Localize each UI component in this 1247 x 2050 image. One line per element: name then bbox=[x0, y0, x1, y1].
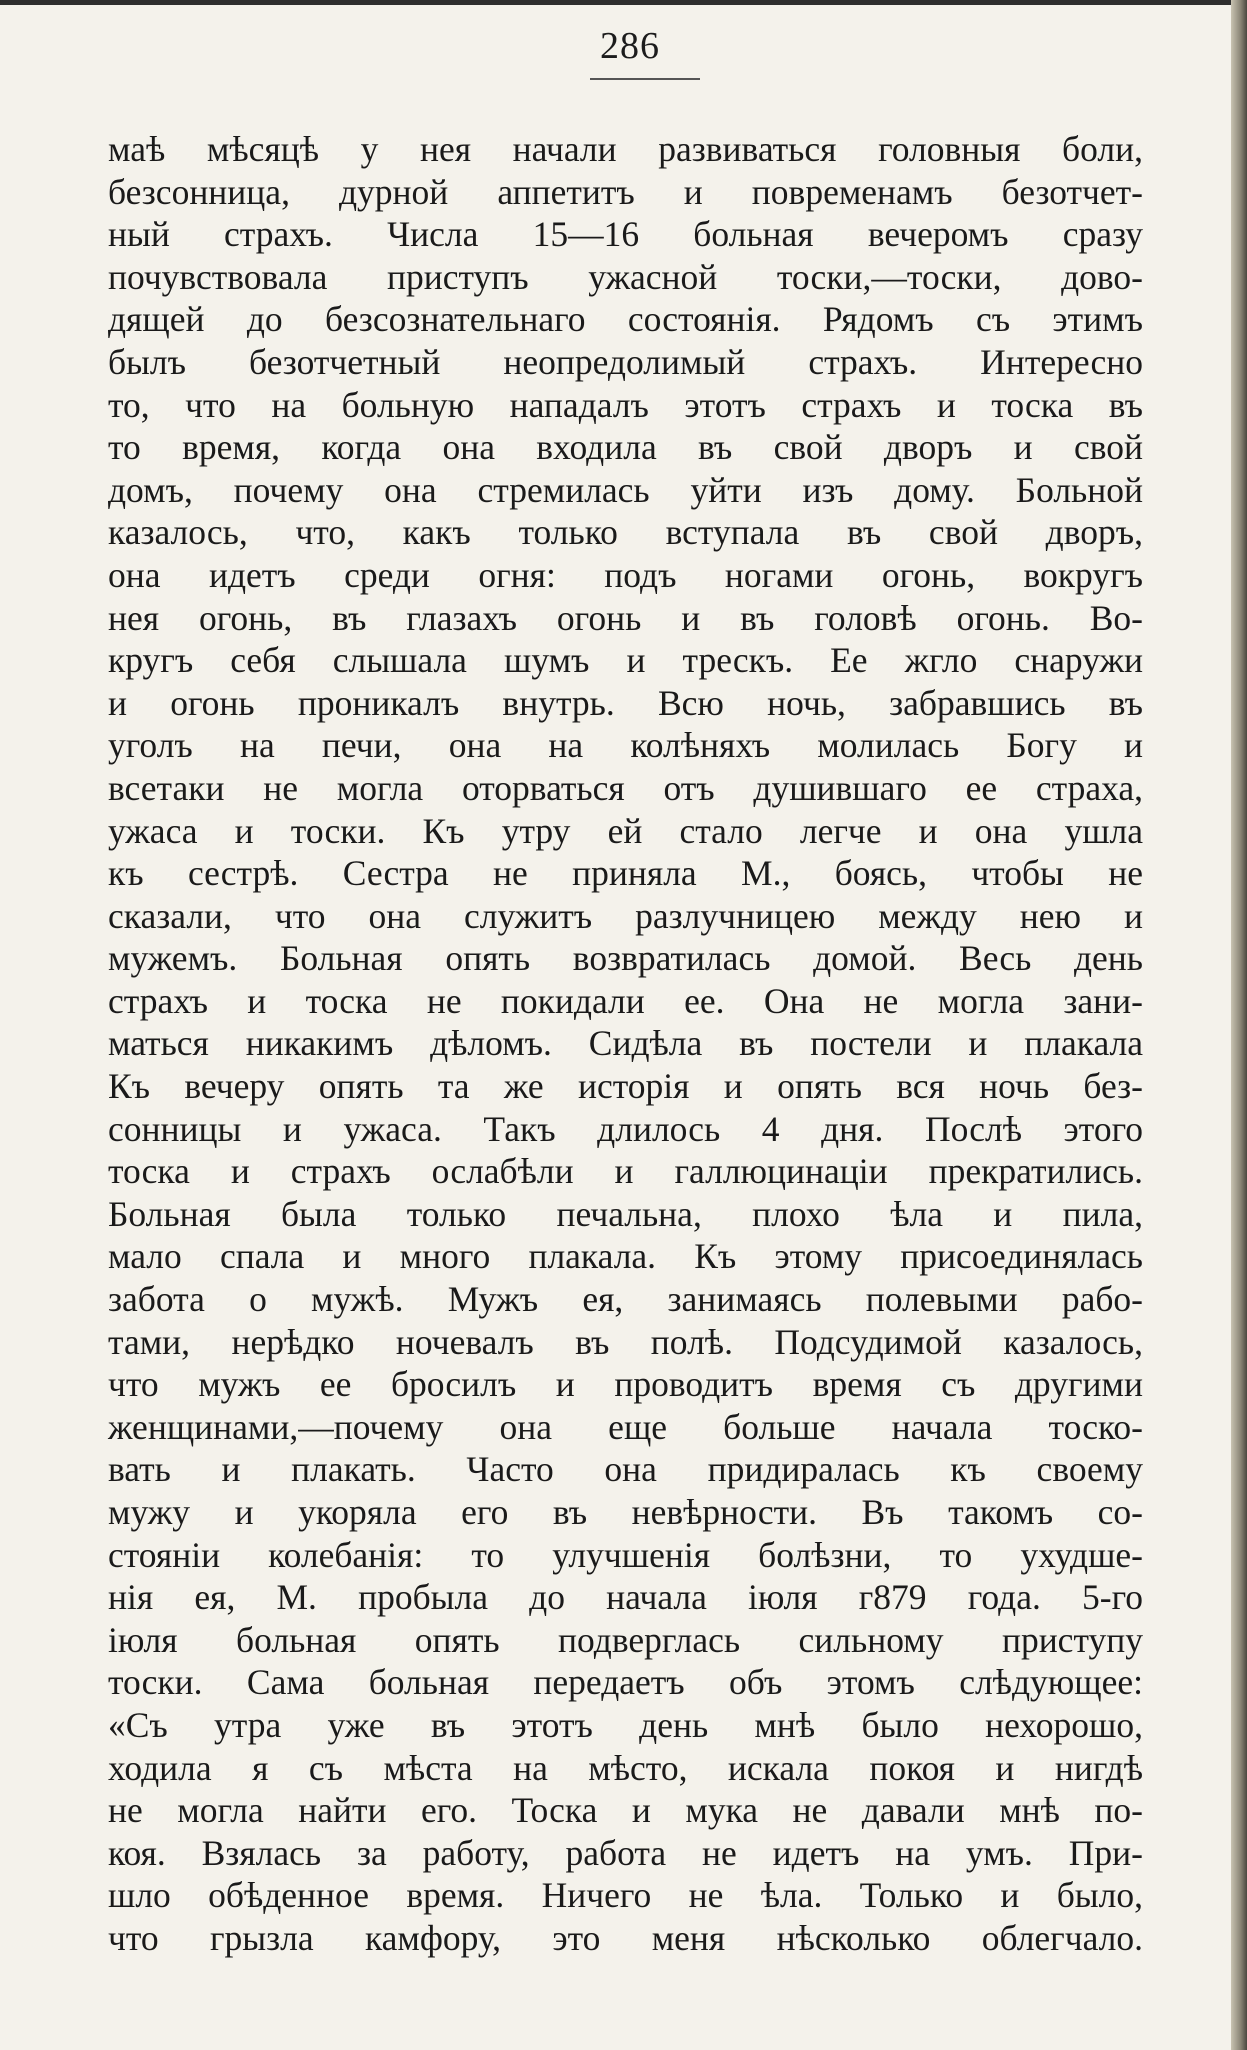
text-line: всетаки не могла оторваться отъ душившаго ее страха, bbox=[108, 767, 1143, 808]
text-line: сонницы и ужаса. Такъ длилось 4 дня. Послѣ этого bbox=[108, 1108, 1143, 1149]
page-top-edge bbox=[0, 0, 1247, 5]
text-line: ный страхъ. Числа 15—16 больная вечеромъ сразу bbox=[108, 214, 1143, 255]
text-line: то, что на больную нападалъ этотъ страхъ и тоска въ bbox=[108, 384, 1143, 425]
text-line: что мужъ ее бросилъ и проводитъ время съ другими bbox=[108, 1364, 1143, 1405]
text-line: нія ея, М. пробыла до начала іюля г879 года. 5-го bbox=[108, 1577, 1143, 1618]
page-right-edge bbox=[1231, 0, 1247, 2050]
text-line: забота о мужѣ. Мужъ ея, занимаясь полевыми рабо- bbox=[108, 1279, 1143, 1320]
text-line: стояніи колебанія: то улучшенія болѣзни, то ухудше- bbox=[108, 1534, 1143, 1575]
text-line: сказали, что она служитъ разлучницею между нею и bbox=[108, 895, 1143, 936]
text-line: дящей до безсознательнаго состоянія. Рядомъ съ этимъ bbox=[108, 299, 1143, 340]
text-line: женщинами,—почему она еще больше начала тоско- bbox=[108, 1406, 1143, 1447]
text-line: безсонница, дурной аппетитъ и повременамъ безотчет- bbox=[108, 171, 1143, 212]
text-line: былъ безотчетный неопредолимый страхъ. Интересно bbox=[108, 341, 1143, 382]
text-line: страхъ и тоска не покидали ее. Она не могла зани- bbox=[108, 980, 1143, 1021]
text-line: коя. Взялась за работу, работа не идетъ на умъ. При- bbox=[108, 1832, 1143, 1873]
text-line: вать и плакать. Часто она придиралась къ своему bbox=[108, 1449, 1143, 1490]
text-line: она идетъ среди огня: подъ ногами огонь, вокругъ bbox=[108, 554, 1143, 595]
text-line: мало спала и много плакала. Къ этому присоединялась bbox=[108, 1236, 1143, 1277]
body-text bbox=[108, 128, 1143, 1960]
text-line: маться никакимъ дѣломъ. Сидѣла въ постели и плакала bbox=[108, 1023, 1143, 1064]
text-line: Больная была только печальна, плохо ѣла и пила, bbox=[108, 1193, 1143, 1234]
text-line: маѣ мѣсяцѣ у нея начали развиваться головныя боли, bbox=[108, 129, 1143, 169]
text-line: почувствовала приступъ ужасной тоски,—тоски, дово- bbox=[108, 256, 1143, 297]
text-line: Къ вечеру опять та же исторія и опять вся ночь без- bbox=[108, 1066, 1143, 1107]
text-line: ужаса и тоски. Къ утру ей стало легче и она ушла bbox=[108, 810, 1143, 851]
text-line: «Съ утра уже въ этотъ день мнѣ было нехорошо, bbox=[108, 1704, 1143, 1745]
page-number-rule bbox=[590, 78, 700, 80]
text-line: мужемъ. Больная опять возвратилась домой. Весь день bbox=[108, 938, 1143, 979]
text-line: тами, нерѣдко ночевалъ въ полѣ. Подсудимой казалось, bbox=[108, 1321, 1143, 1362]
text-line: казалось, что, какъ только вступала въ свой дворъ, bbox=[108, 512, 1143, 553]
text-line: домъ, почему она стремилась уйти изъ дому. Больной bbox=[108, 469, 1143, 510]
text-line: нея огонь, въ глазахъ огонь и въ головѣ огонь. Во- bbox=[108, 597, 1143, 638]
text-line: ходила я съ мѣста на мѣсто, искала покоя и нигдѣ bbox=[108, 1747, 1143, 1788]
text-line: мужу и укоряла его въ невѣрности. Въ такомъ со- bbox=[108, 1492, 1143, 1532]
text-line: шло обѣденное время. Ничего не ѣла. Только и было, bbox=[108, 1875, 1143, 1916]
page-number: 286 bbox=[600, 25, 660, 67]
text-line: тоска и страхъ ослабѣли и галлюцинаціи прекратились. bbox=[108, 1151, 1143, 1192]
text-line: тоски. Сама больная передаетъ объ этомъ слѣдующее: bbox=[108, 1662, 1143, 1703]
text-line: кругъ себя слышала шумъ и трескъ. Ее жгло снаружи bbox=[108, 640, 1143, 681]
text-line: къ сестрѣ. Сестра не приняла М., боясь, чтобы не bbox=[108, 853, 1143, 894]
text-line: что грызла камфору, это меня нѣсколько облегчало. bbox=[108, 1917, 1143, 1958]
text-line: то время, когда она входила въ свой дворъ и свой bbox=[108, 427, 1143, 468]
text-line: и огонь проникалъ внутрь. Всю ночь, забравшись въ bbox=[108, 682, 1143, 723]
text-line: уголъ на печи, она на колѣняхъ молилась Богу и bbox=[108, 725, 1143, 766]
text-line: іюля больная опять подверглась сильному приступу bbox=[108, 1619, 1143, 1660]
text-line: не могла найти его. Тоска и мука не давали мнѣ по- bbox=[108, 1790, 1143, 1831]
